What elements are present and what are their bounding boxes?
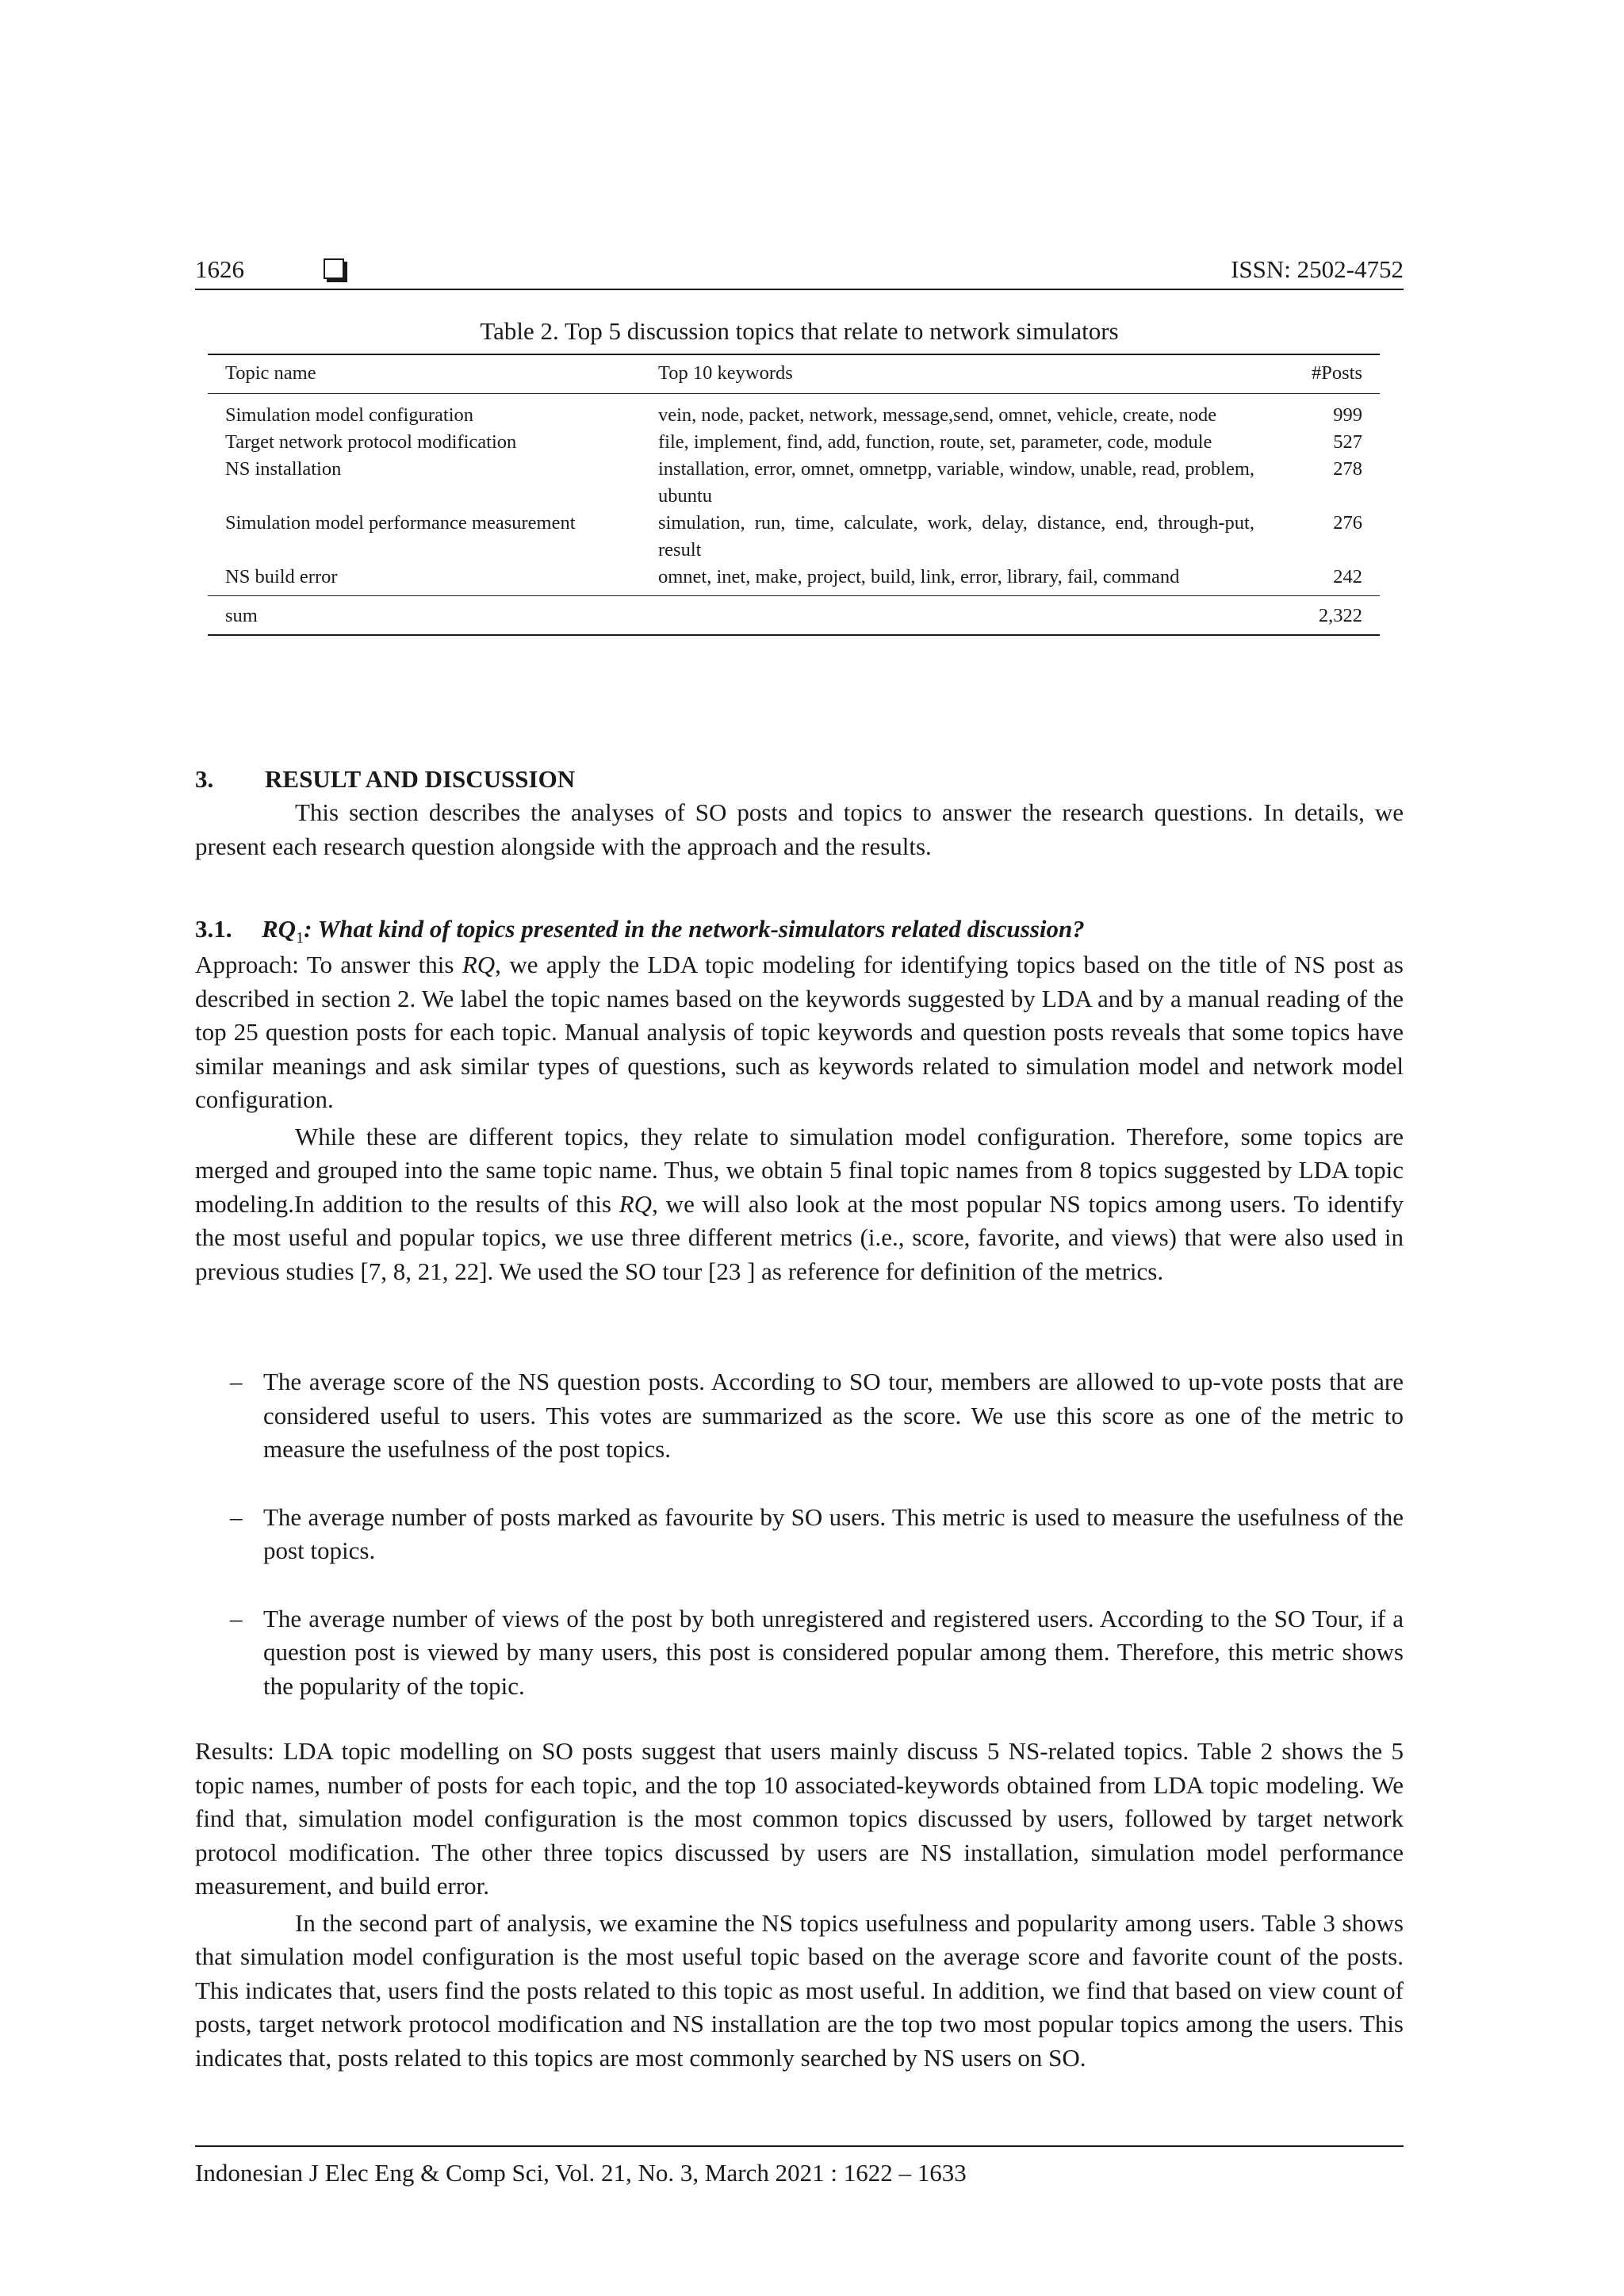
section-number: 3. [195, 765, 214, 793]
rq-italic: RQ [462, 951, 496, 978]
topic-name-cell: Simulation model performance measurement [225, 512, 576, 534]
table-row [208, 456, 1380, 510]
keywords-cell: omnet, inet, make, project, build, link, error, library, fail, command [658, 566, 1180, 587]
list-item [195, 1501, 1404, 1568]
list-item-text: The average number of posts marked as favourite by SO users. This metric is used to measure the usefulness of the post topics. [263, 1502, 1404, 1564]
paper-page [195, 0, 1404, 2296]
bullet-dash: – [230, 1604, 243, 1632]
table-caption: Table 2. Top 5 discussion topics that relate to network simulators [480, 317, 1119, 345]
posts-count-cell: 999 [1333, 404, 1362, 426]
issn-label: ISSN: 2502-4752 [1231, 255, 1404, 283]
approach-paragraph-2 [195, 1120, 1404, 1289]
approach-text: Approach: To answer this [195, 951, 462, 978]
approach-text: , we apply the LDA topic modeling for identifying topics based on the title of NS post as described in section 2. We label the topic names based on the keywords suggested by LDA and by a manual reading of the top 25 question posts for each topic. Manual analysis of topic keywords and question posts reveals that some topics have similar meanings and ask similar types of questions, such as keywords related to simulation model and network model configuration. [195, 951, 1404, 1113]
page-footer: Indonesian J Elec Eng & Comp Sci, Vol. 21, No. 3, March 2021 : 1622 – 1633 [195, 2159, 967, 2187]
section-heading [195, 763, 575, 796]
results-paragraph-2: In the second part of analysis, we examine the NS topics usefulness and popularity among users. Table 3 shows that simulation model configuration is the most useful topic based on the average score and favorite count of the posts. This indicates that, users find the posts related to this topic as most useful. In addition, we find that based on view count of posts, target network protocol modification and NS installation are the top two most popular topics among the users. This indicates that, posts related to this topics are most commonly searched by NS users on SO. [195, 1908, 1404, 2072]
table-row [208, 429, 1380, 456]
subsection-rq: RQ [262, 915, 297, 943]
topics-table [208, 354, 1380, 636]
topic-name-cell: Target network protocol modification [225, 431, 517, 453]
keywords-cell: vein, node, packet, network, message,send, omnet, vehicle, create, node [658, 404, 1217, 426]
rq-italic: RQ [619, 1189, 653, 1218]
posts-count-cell: 276 [1333, 512, 1362, 534]
header-divider [195, 289, 1404, 290]
section-intro-paragraph: This section describes the analyses of SO posts and topics to answer the research questions. In details, we present each research question alongside with the approach and the results. [195, 798, 1404, 860]
keywords-cell: simulation, run, time, calculate, work, delay, distance, end, through-put, result [658, 512, 1254, 561]
list-item-text: The average number of views of the post by both unregistered and registered users. According to the SO Tour, if a question post is viewed by many users, this post is considered popular among them. Therefore, this metric shows the popularity of the topic. [263, 1604, 1404, 1700]
table-header-row [208, 355, 1380, 393]
metrics-list [195, 1365, 1404, 1737]
sum-value: 2,322 [1318, 605, 1362, 626]
table-row [208, 564, 1380, 591]
approach-paragraph-1 [195, 948, 1404, 1117]
results-paragraph-1: Results: LDA topic modelling on SO posts suggest that users mainly discuss 5 NS-related topics. Table 2 shows the 5 topic names, number of posts for each topic, and the top 10 associated-keywords obtained from LDA topic modeling. We find that, simulation model configuration is the most common topics discussed by users, followed by target network protocol modification. The other three topics discussed by users are NS installation, simulation model performance measurement, and build error. [195, 1737, 1404, 1900]
bullet-dash: – [230, 1502, 243, 1531]
keywords-cell: file, implement, find, add, function, route, set, parameter, code, module [658, 431, 1212, 453]
subsection-title: : What kind of topics presented in the network-simulators related discussion? [304, 915, 1085, 943]
page-number: 1626 [195, 255, 244, 283]
table-row [208, 510, 1380, 564]
topic-name-cell: NS build error [225, 566, 338, 587]
subsection-rq-subscript: 1 [296, 929, 304, 947]
table-bottom-rule [208, 634, 1380, 636]
results-block [195, 1735, 1404, 2075]
list-item-text: The average score of the NS question posts. According to SO tour, members are allowed to up-vote posts that are considered useful to users. This votes are summarized as the score. We use this score as one of the metric to measure the usefulness of the post topics. [263, 1368, 1404, 1463]
column-header-keywords: Top 10 keywords [658, 362, 793, 384]
topic-name-cell: Simulation model configuration [225, 404, 474, 426]
table-body [208, 394, 1380, 595]
keywords-cell: installation, error, omnet, omnetpp, variable, window, unable, read, problem, ubuntu [658, 458, 1254, 507]
topic-name-cell: NS installation [225, 458, 342, 480]
footer-divider [195, 2145, 1404, 2147]
column-header-posts: #Posts [1311, 362, 1362, 384]
list-item [195, 1602, 1404, 1704]
approach-block [195, 948, 1404, 1288]
section-intro [195, 796, 1404, 863]
table-sum-row [208, 596, 1380, 634]
column-header-topic: Topic name [225, 362, 316, 384]
bullet-dash: – [230, 1368, 243, 1395]
sum-label: sum [225, 605, 258, 626]
posts-count-cell: 527 [1333, 431, 1362, 453]
list-item [195, 1365, 1404, 1467]
approach-text: While these are different topics, they relate to simulation model configuration. Therefore, some topics are merged and grouped into the same topic name. Thus, we obtain 5 final topic names from 8 topics suggested by LDA topic modeling.In addition to the results of this [195, 1122, 1404, 1218]
approach-text: , we will also look at the most popular NS topics among users. To identify the most useful and popular topics, we use three different metrics (i.e., score, favorite, and views) that were also used in previous studies [7, 8, 21, 22]. We used the SO tour [23 ] as reference for definition of the metrics. [195, 1189, 1404, 1285]
posts-count-cell: 278 [1333, 458, 1362, 480]
section-title: RESULT AND DISCUSSION [265, 765, 576, 793]
posts-count-cell: 242 [1333, 566, 1362, 587]
square-box-icon [324, 258, 344, 279]
table-row [208, 402, 1380, 429]
page-header [195, 254, 1404, 290]
subsection-number: 3.1. [195, 915, 232, 943]
